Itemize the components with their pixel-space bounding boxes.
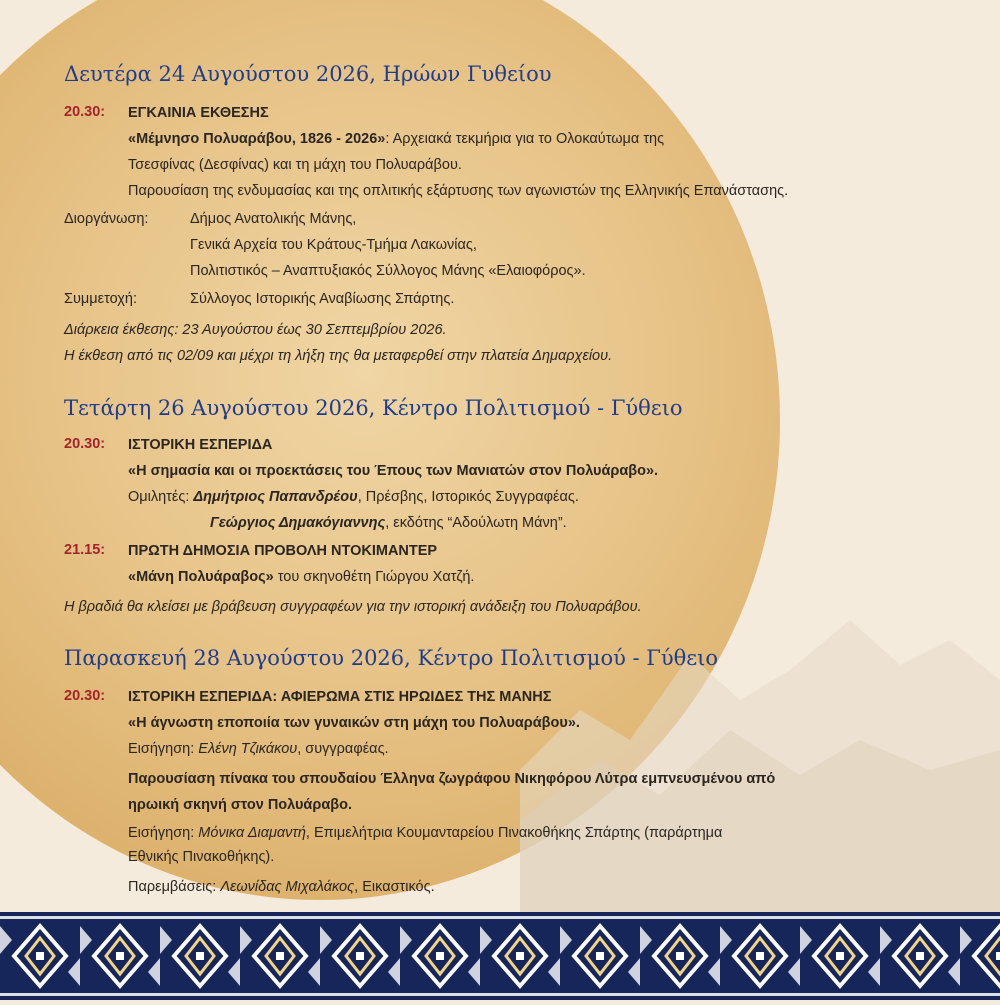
day2-header: Τετάρτη 26 Αυγούστου 2026, Κέντρο Πολιτισμού - Γύθειο (64, 396, 683, 420)
intro-label: Εισήγηση: (128, 741, 199, 757)
film-director: του σκηνοθέτη Γιώργου Χατζή. (273, 569, 475, 585)
organizer-2: Γενικά Αρχεία του Κράτους-Τμήμα Λακωνίας, (190, 237, 477, 253)
day2-closing: Η βραδιά θα κλείσει με βράβευση συγγραφέων για την ιστορική ανάδειξη του Πολυαράβου. (64, 599, 642, 615)
organizer-1: Δήμος Ανατολικής Μάνης, (190, 211, 357, 227)
day1-event-title: ΕΓΚΑΙΝΙΑ ΕΚΘΕΣΗΣ (128, 105, 269, 121)
interventions-role: , Εικαστικός. (354, 879, 435, 895)
intro-name: Ελένη Τζικάκου (198, 741, 298, 757)
day3-time: 20.30: (64, 688, 106, 704)
intro-name: Μόνικα Διαμαντή (198, 825, 306, 841)
film-title: «Μάνη Πολυάραβος» (128, 569, 274, 585)
speaker-2-name: Γεώργιος Δημακόγιαννης (210, 515, 386, 531)
intro-role: , Επιμελήτρια Κουμανταρείου Πινακοθήκης Σπάρτης (παράρτημα (305, 825, 723, 841)
day1-exhibit-line2: Τσεσφίνας (Δεσφίνας) και τη μάχη του Πολυαράβου. (128, 157, 462, 173)
day3-intro-1 (128, 740, 389, 758)
participation-value: Σύλλογος Ιστορικής Αναβίωσης Σπάρτης. (190, 291, 455, 307)
speaker-1-name: Δημήτριος Παπανδρέου (193, 489, 358, 505)
interventions-name: Λεωνίδας Μιχαλάκος (220, 879, 355, 895)
day3-subtitle: «Η άγνωστη εποποιία των γυναικών στη μάχη του Πολυαράβου». (128, 715, 580, 731)
day3-painting-line2: ηρωική σκηνή στον Πολυάραβο. (128, 797, 352, 813)
speakers-label: Ομιλητές: (128, 489, 190, 505)
day1-time: 20.30: (64, 104, 106, 120)
exhibit-note: Η έκθεση από τις 02/09 και μέχρι τη λήξη της θα μεταφερθεί στην πλατεία Δημαρχείου. (64, 348, 613, 364)
day2-film (128, 568, 474, 586)
interventions-label: Παρεμβάσεις: (128, 879, 221, 895)
day3-title: ΙΣΤΟΡΙΚΗ ΕΣΠΕΡΙΔΑ: ΑΦΙΕΡΩΜΑ ΣΤΙΣ ΗΡΩΙΔΕΣ ΤΗΣ ΜΑΝΗΣ (128, 689, 552, 705)
day1-exhibit-line3: Παρουσίαση της ενδυμασίας και της οπλιτικής εξάρτυσης των αγωνιστών της Ελληνικής Επανάστασης. (128, 183, 789, 199)
day2-event2-time: 21.15: (64, 542, 106, 558)
day3-intro-2-cont: Εθνικής Πινακοθήκης). (128, 849, 275, 865)
organizers-label: Διοργάνωση: (64, 211, 149, 227)
day2-event2-title: ΠΡΩΤΗ ΔΗΜΟΣΙΑ ΠΡΟΒΟΛΗ ΝΤΟΚΙΜΑΝΤΕΡ (128, 543, 438, 559)
woven-pattern-icon (0, 912, 1000, 1000)
speaker-1 (128, 488, 579, 506)
day2-event1-subtitle: «Η σημασία και οι προεκτάσεις του Έπους των Μανιατών στον Πολυάραβο». (128, 463, 659, 479)
day1-header: Δευτέρα 24 Αυγούστου 2026, Ηρώων Γυθείου (64, 62, 552, 86)
organizer-3: Πολιτιστικός – Αναπτυξιακός Σύλλογος Μάνης «Ελαιοφόρος». (190, 263, 586, 279)
speaker-2-role: , εκδότης “Αδούλωτη Μάνη”. (385, 515, 567, 531)
day3-interventions (128, 878, 435, 896)
participation-label: Συμμετοχή: (64, 291, 137, 307)
day1-exhibit-line1 (128, 130, 664, 148)
day3-painting-line1: Παρουσίαση πίνακα του σπουδαίου Έλληνα ζωγράφου Νικηφόρου Λύτρα εμπνευσμένου από (128, 771, 776, 787)
exhibit-duration: Διάρκεια έκθεσης: 23 Αυγούστου έως 30 Σεπτεμβρίου 2026. (64, 322, 447, 338)
day2-event1-time: 20.30: (64, 436, 106, 452)
intro-role: , συγγραφέας. (297, 741, 389, 757)
day2-event1-title: ΙΣΤΟΡΙΚΗ ΕΣΠΕΡΙΔΑ (128, 437, 273, 453)
day3-intro-2 (128, 824, 722, 842)
speaker-1-role: , Πρέσβης, Ιστορικός Συγγραφέας. (357, 489, 579, 505)
decorative-pattern-border (0, 912, 1000, 1000)
speaker-2 (210, 514, 567, 532)
day3-header: Παρασκευή 28 Αυγούστου 2026, Κέντρο Πολιτισμού - Γύθειο (64, 646, 719, 670)
exhibit-name: «Μέμνησο Πολυαράβου, 1826 - 2026» (128, 131, 386, 147)
intro-label: Εισήγηση: (128, 825, 199, 841)
exhibit-desc: : Αρχειακά τεκμήρια για το Ολοκαύτωμα της (385, 131, 665, 147)
